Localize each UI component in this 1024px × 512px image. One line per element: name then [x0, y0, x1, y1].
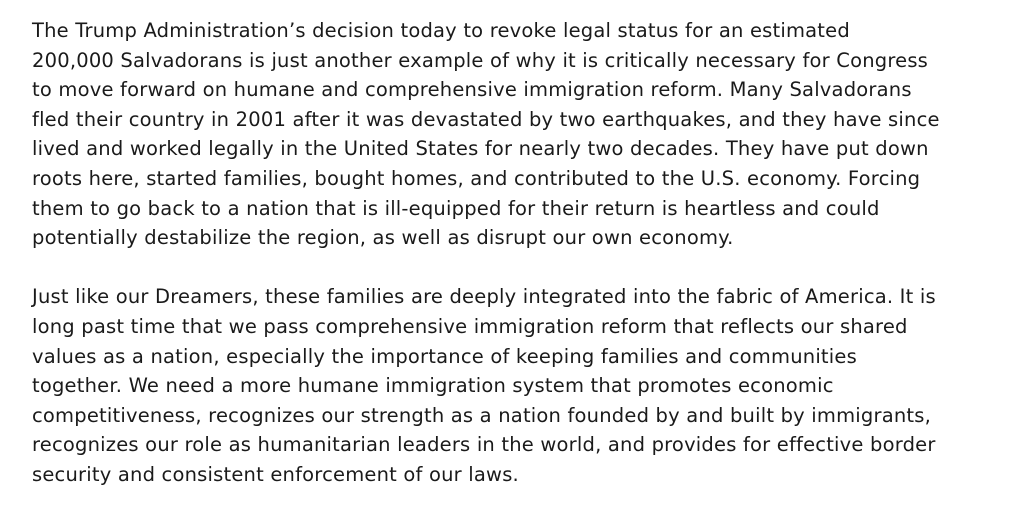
text-line: roots here, started families, bought homes, and contributed to the U.S. economy. Forcing: [32, 166, 921, 190]
paragraph-1: [32, 16, 998, 253]
text-line: potentially destabilize the region, as well as disrupt our own economy.: [32, 226, 734, 250]
text-line: to move forward on humane and comprehensive immigration reform. Many Salvadorans: [32, 78, 912, 102]
text-line: recognizes our role as humanitarian leaders in the world, and provides for effective border: [32, 433, 936, 457]
paragraph-spacer: [32, 253, 998, 283]
text-line: them to go back to a nation that is ill-equipped for their return is heartless and could: [32, 196, 880, 220]
paragraph-2: [32, 282, 998, 489]
text-line: The Trump Administration’s decision today to revoke legal status for an estimated: [32, 19, 850, 42]
text-line: security and consistent enforcement of our laws.: [32, 462, 519, 486]
text-line: together. We need a more humane immigration system that promotes economic: [32, 374, 834, 398]
text-line: values as a nation, especially the importance of keeping families and communities: [32, 344, 857, 368]
text-line: fled their country in 2001 after it was devastated by two earthquakes, and they have since: [32, 107, 940, 131]
text-line: lived and worked legally in the United States for nearly two decades. They have put down: [32, 137, 929, 161]
text-line: Just like our Dreamers, these families are deeply integrated into the fabric of America. It is: [32, 285, 936, 309]
text-line: long past time that we pass comprehensive immigration reform that reflects our shared: [32, 314, 908, 338]
text-line: 200,000 Salvadorans is just another example of why it is critically necessary for Congress: [32, 48, 929, 72]
text-line: competitiveness, recognizes our strength as a nation founded by and built by immigrants,: [32, 403, 932, 427]
